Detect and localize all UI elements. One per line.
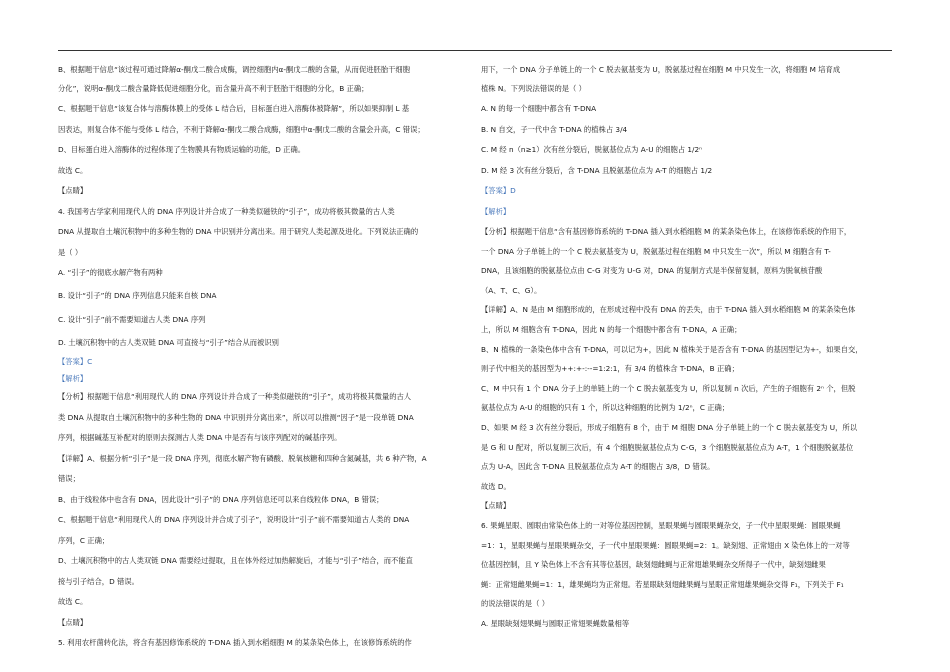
text-line: 因表达，则复合体不能与受体 L 结合，不利于降解α-酮戊二酸合成酶，细胞中α-酮戊二酸的含量会升高，C 错误； — [58, 124, 425, 134]
text-line: B、N 植株的一条染色体中含有 T-DNA，可以记为+，因此 N 植株关于是否含有 T-DNA 的基因型记为+-，如果自交， — [481, 344, 863, 354]
text-line: 位基因控制，且 Y 染色体上不含有其等位基因，缺刻翅雌蝇与正常翅雄果蝇杂交所得子一代中，缺刻翅雌果 — [481, 560, 826, 570]
text-line: A. “引子”的彻底水解产物有两种 — [58, 268, 163, 278]
text-line: C、M 中只有 1 个 DNA 分子上的单链上的一个 C 脱去氨基变为 U，所以复制 n 次后，产生的子细胞有 2ⁿ 个，但脱 — [481, 383, 856, 393]
text-line: B、由于线粒体中也含有 DNA，因此设计“引子”的 DNA 序列信息还可以来自线粒体 DNA，B 错误； — [58, 494, 384, 504]
text-line: 用下，一个 DNA 分子单链上的一个 C 脱去氨基变为 U，脱氨基过程在细胞 M 中只发生一次，将细胞 M 培育成 — [481, 65, 841, 74]
text-line: 接与引子结合，D 错误。 — [58, 576, 139, 586]
analysis-label: 【解析】 — [58, 373, 88, 383]
text-line: D、如果 M 经 3 次有丝分裂后，形成子细胞有 8 个，由于 M 细胞 DNA 分子单链上的一个 C 脱去氨基变为 U，所以 — [481, 423, 858, 433]
text-line: A. N 的每一个细胞中都含有 T-DNA — [481, 104, 597, 114]
text-line: 序列，C 正确； — [58, 535, 110, 545]
left-column — [58, 62, 460, 654]
text-line: =1：1，星眼果蝇与星眼果蝇杂交，子一代中星眼果蝇：圆眼果蝇=2：1。缺刻翅、正常翅由 X 染色体上的一对等 — [481, 540, 850, 550]
text-line: A. 星眼缺刻翅果蝇与圆眼正常翅果蝇数量相等 — [481, 618, 630, 628]
text-line: 【点睛】 — [58, 617, 88, 627]
text-line: 蝇：正常翅雌果蝇=1：1，雄果蝇均为正常翅。若星眼缺刻翅雌果蝇与星眼正常翅雄果蝇杂交得 F₁，下列关于 F₁ — [481, 579, 844, 589]
text-line: 5. 利用农杆菌转化法，将含有基因修饰系统的 T-DNA 插入到水稻细胞 M 的某条染色体上，在该修饰系统的作 — [58, 638, 412, 648]
text-line: 点为 U-A，因此含 T-DNA 且脱氨基位点为 A-T 的细胞占 3/8，D 错误。 — [481, 462, 715, 472]
text-line: 4. 我国考古学家利用现代人的 DNA 序列设计并合成了一种类似磁铁的“引子”，成功将极其微量的古人类 — [58, 206, 395, 216]
text-line: 6. 果蝇星眼、圆眼由常染色体上的一对等位基因控制，星眼果蝇与圆眼果蝇杂交，子一代中星眼果蝇：圆眼果蝇 — [481, 521, 841, 530]
header-rule — [58, 50, 892, 51]
text-line: （A、T、C、G）。 — [481, 285, 542, 295]
text-line: 序列，根据碱基互补配对的原则去探测古人类 DNA 中是否有与该序列配对的碱基序列。 — [58, 433, 342, 443]
text-line: 故选 D。 — [481, 481, 511, 491]
text-line: D. 土壤沉积物中的古人类双链 DNA 可直接与“引子”结合从而被识别 — [58, 337, 279, 347]
text-line: 故选 C。 — [58, 165, 88, 175]
text-line: DNA，且该细胞的脱氨基位点由 C-G 对变为 U-G 对，DNA 的复制方式是半保留复制，原料为脱氧核苷酸 — [481, 266, 823, 276]
text-line: 氨基位点为 A-U 的细胞的只有 1 个，所以这种细胞的比例为 1/2ⁿ，C 正确； — [481, 403, 730, 413]
analysis-label: 【解析】 — [481, 206, 511, 216]
text-line: 错误； — [58, 474, 80, 484]
text-line: 上，所以 M 细胞含有 T-DNA，因此 N 的每一个细胞中都含有 T-DNA，A 正确； — [481, 325, 742, 335]
text-line: 一个 DNA 分子单链上的一个 C 脱去氨基变为 U，脱氨基过程在细胞 M 中只发生一次”，所以 M 细胞含有 T- — [481, 246, 831, 256]
answer-label: 【答案】C — [58, 356, 93, 366]
text-line: 【点睛】 — [58, 186, 88, 196]
text-line: D、土壤沉积物中的古人类双链 DNA 需要经过提取，且在体外经过加热解旋后，才能与“引子”结合，而不能直 — [58, 556, 413, 566]
text-line: B、根据题干信息“该过程可通过降解α-酮戊二酸合成酶，调控细胞内α-酮戊二酸的含量，从而促进胚胎干细胞 — [58, 65, 411, 74]
text-line: 【点睛】 — [481, 501, 511, 511]
answer-label: 【答案】D — [481, 186, 516, 196]
text-line: C、根据题干信息“利用现代人的 DNA 序列设计并合成了引子”，说明设计“引子”前不需要知道古人类的 DNA — [58, 515, 410, 525]
text-line: DNA 从提取自土壤沉积物中的多种生物的 DNA 中识别并分离出来。用于研究人类起源及进化。下列说法正确的 — [58, 227, 419, 237]
text-line: 类 DNA 从提取自土壤沉积物中的多种生物的 DNA 中识别并分离出来”，所以可以推测“因子”是一段单链 DNA — [58, 412, 414, 422]
text-line: 则子代中相关的基因型为++:+-:--=1:2:1，有 3/4 的植株含 T-DNA，B 正确； — [481, 364, 739, 374]
text-line: C. M 经 n（n≥1）次有丝分裂后，脱氨基位点为 A-U 的细胞占 1/2ⁿ — [481, 145, 703, 155]
text-line: 【分析】根据题干信息“含有基因修饰系统的 T-DNA 插入到水稻细胞 M 的某条染色体上，在该修饰系统的作用下， — [481, 227, 852, 237]
text-line: 故选 C。 — [58, 597, 88, 607]
text-line: 的说法错误的是（ ） — [481, 599, 549, 609]
text-line: C、根据题干信息“该复合体与溶酶体膜上的受体 L 结合后，目标蛋白进入溶酶体被降解”，所以如果抑制 L 基 — [58, 104, 410, 114]
text-line: 是 G 和 U 配对，所以复制三次后，有 4 个细胞脱氨基位点为 C-G，3 个细胞脱氨基位点为 A-T，1 个细胞脱氨基位 — [481, 442, 854, 452]
text-line: B. 设计“引子”的 DNA 序列信息只能来自核 DNA — [58, 290, 217, 300]
text-line: D、目标蛋白进入溶酶体的过程体现了生物膜具有物质运输的功能，D 正确。 — [58, 145, 306, 155]
text-line: 植株 N。下列说法错误的是（ ） — [481, 83, 586, 93]
right-column — [481, 62, 893, 653]
text-line — [481, 634, 893, 654]
text-line: D. M 经 3 次有丝分裂后，含 T-DNA 且脱氨基位点为 A-T 的细胞占 1/2 — [481, 165, 713, 175]
text-line: B. N 自交，子一代中含 T-DNA 的植株占 3/4 — [481, 124, 628, 134]
text-line: 分化”，说明α-酮戊二酸含量降低促进细胞分化，而含量升高不利于胚胎干细胞的分化，B 正确； — [58, 83, 369, 93]
text-line: C. 设计“引子”前不需要知道古人类 DNA 序列 — [58, 314, 206, 324]
text-line: 【详解】A、根据分析“引子”是一段 DNA 序列，彻底水解产物有磷酸、脱氧核糖和四种含氮碱基，共 6 种产物，A — [58, 453, 427, 463]
text-line: 是（ ） — [58, 247, 83, 257]
text-line: 【分析】根据题干信息“利用现代人的 DNA 序列设计并合成了一种类似磁铁的“引子”，成功将极其微量的古人 — [58, 392, 412, 402]
text-line: 【详解】A、N 是由 M 细胞形成的，在形成过程中没有 DNA 的丢失，由于 T-DNA 插入到水稻细胞 M 的某条染色体 — [481, 305, 856, 315]
